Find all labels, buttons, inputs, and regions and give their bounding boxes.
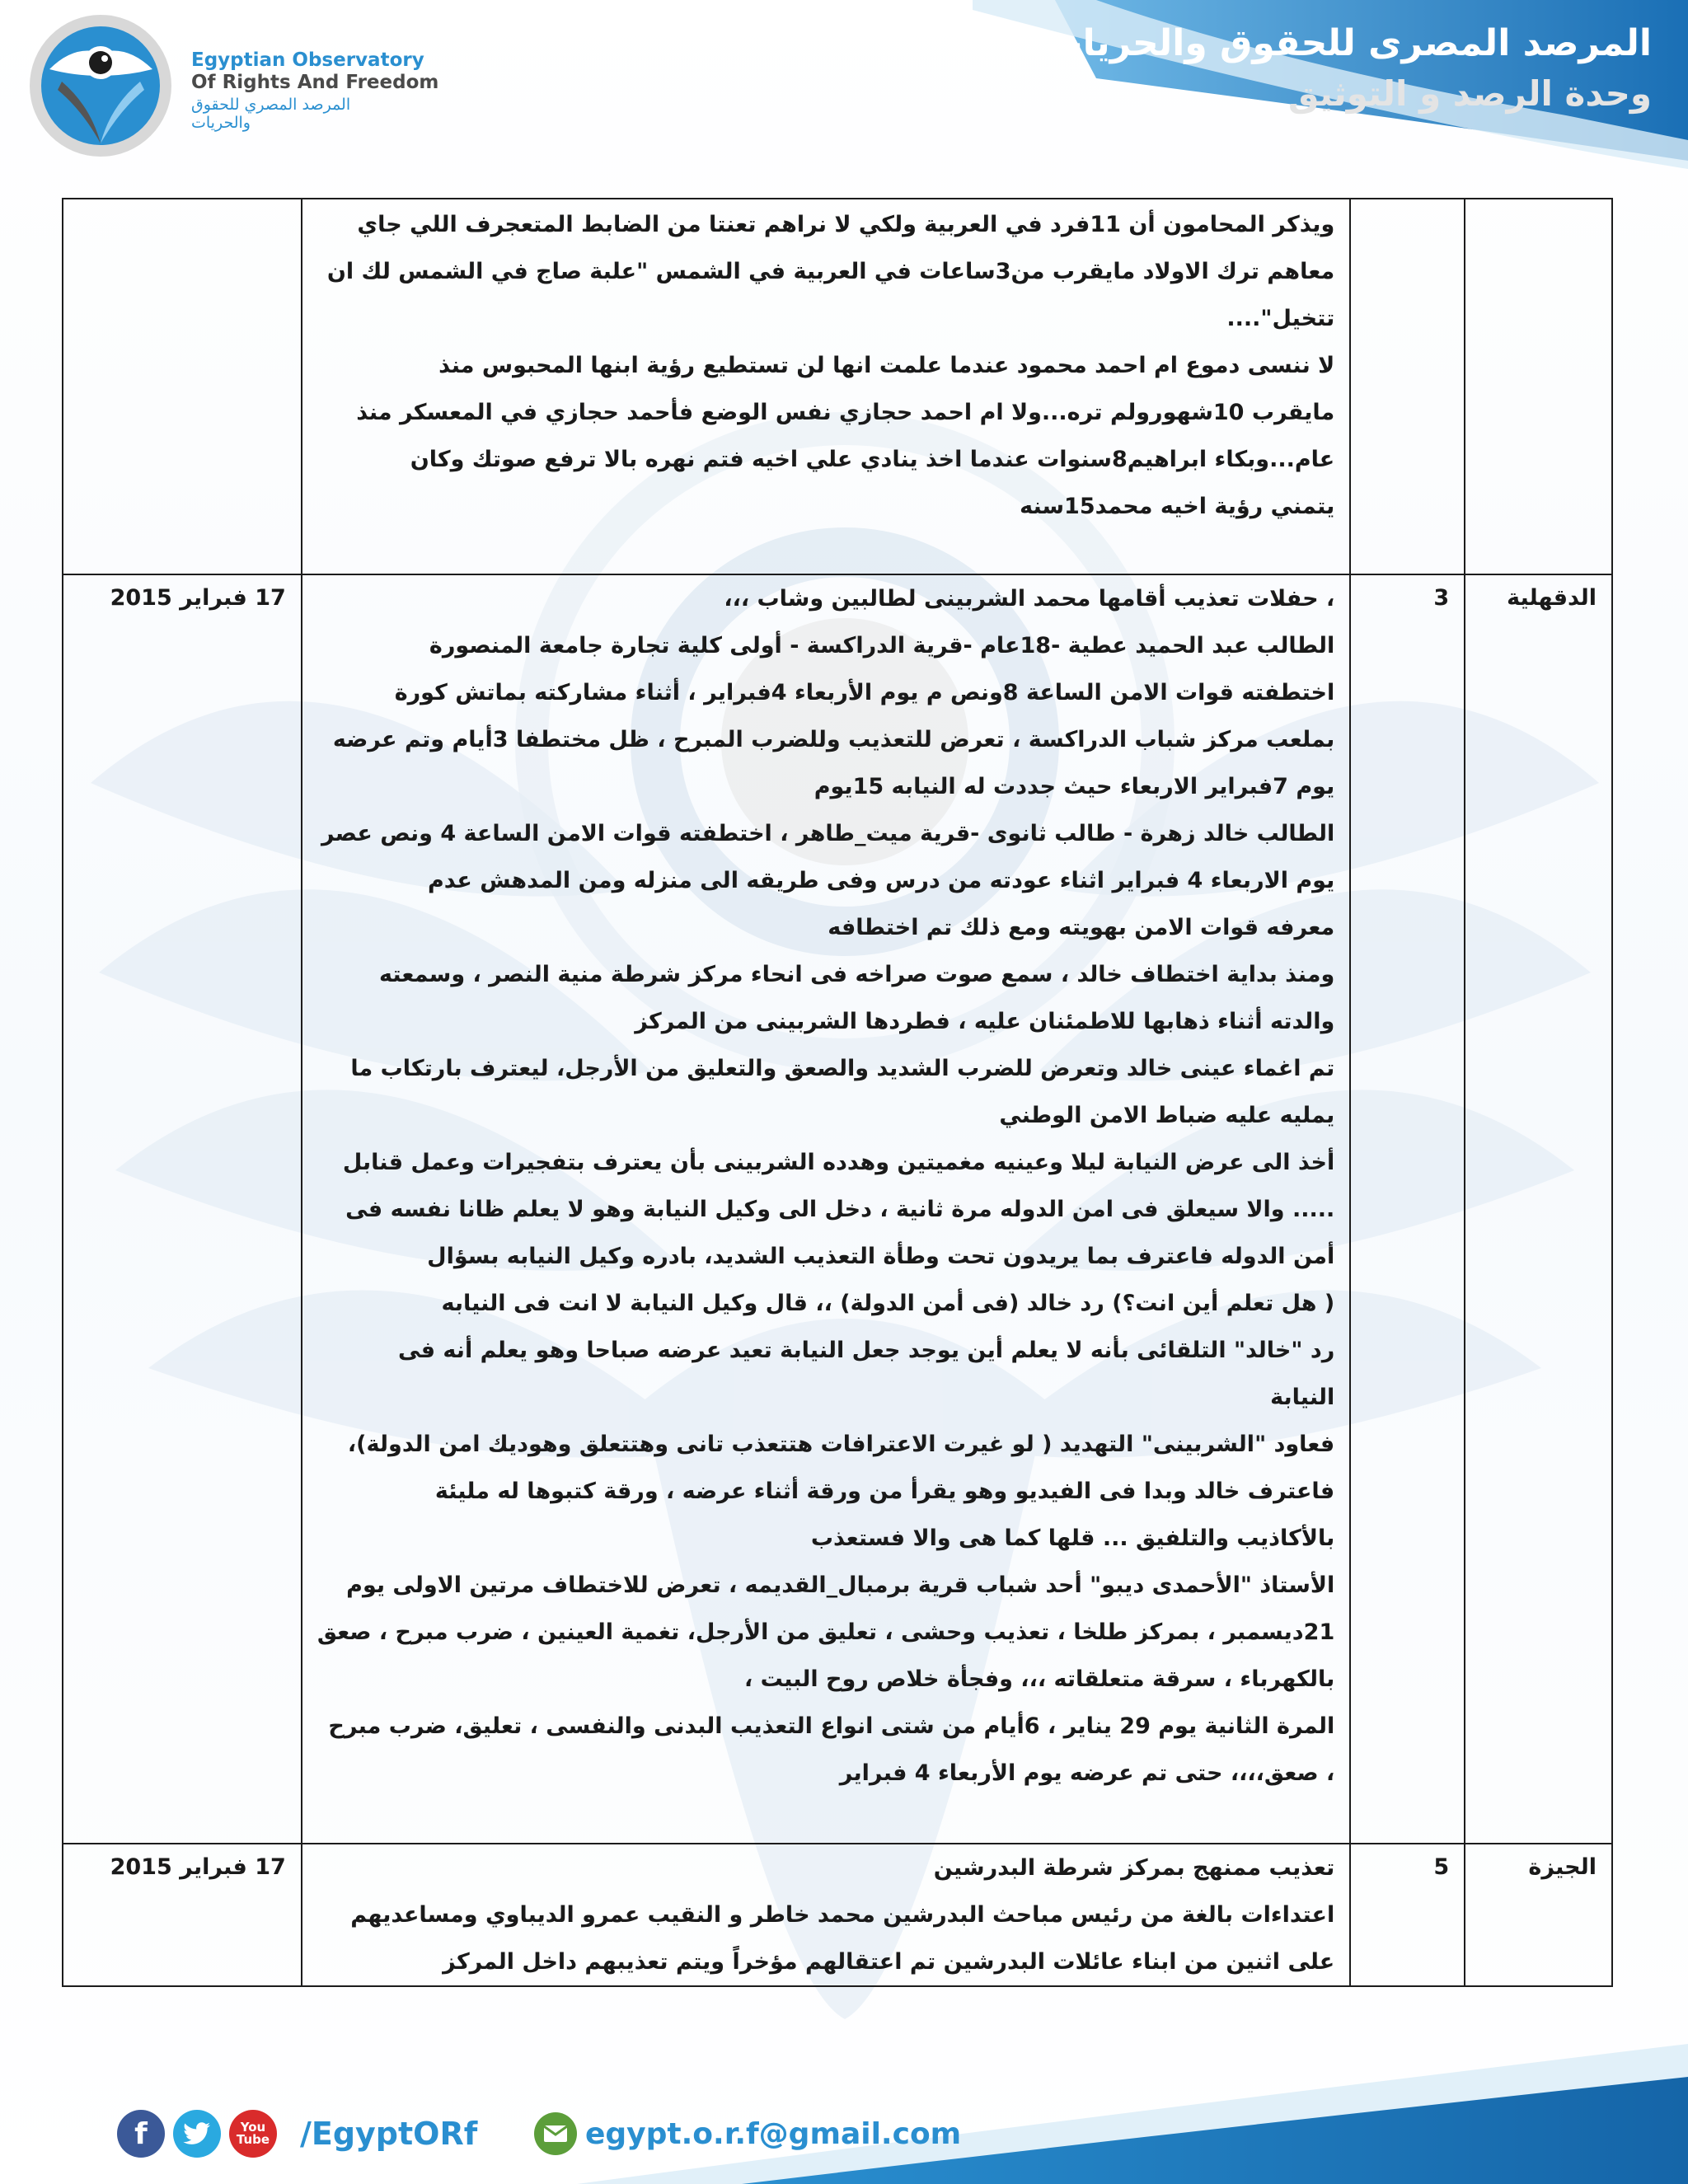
- detail-line: ..... والا سيعلق فى امن الدوله مرة ثانية ، دخل الى وكيل النيابة وهو لا يعلم ظانا نفسه فى: [345, 1197, 1335, 1222]
- details-cell: [302, 1844, 1350, 1986]
- detail-line: أخذ الى عرض النيابة ليلا وعينيه مغميتين وهدده الشربينى بأن يعترف بتفجيرات وعمل قنابل: [342, 1150, 1335, 1175]
- detail-line: يوم الاربعاء 4 فبراير اثناء عودته من درس وفى طريقه الى منزله ومن المدهش عدم: [427, 868, 1335, 893]
- detail-line: ، صعق،،،، حتى تم عرضه يوم الأربعاء 4 فبراير: [839, 1760, 1335, 1786]
- detail-line: اختطفته قوات الامن الساعة 8ونص م يوم الأربعاء 4فبراير ، أثناء مشاركته بماتش كورة: [394, 680, 1335, 705]
- detail-line: معرفه قوات الامن بهويته ومع ذلك تم اختطافه: [828, 915, 1335, 940]
- logo-text: [191, 49, 438, 132]
- detail-line: ومنذ بداية اختطاف خالد ، سمع صوت صراخه فى انحاء مركز شرطة منية النصر ، وسمعته: [379, 962, 1335, 987]
- detail-line: رد "خالد" التلقائى بأنه لا يعلم أين يوجد جعل النيابة تعيد عرضه صباحا وهو يعلم أنه فى: [398, 1338, 1335, 1363]
- detail-line: عام...وبكاء ابراهيم8سنوات عندما اخذ ينادي علي اخيه فتم نهره بالا ترفع صوتك وكان: [410, 447, 1335, 472]
- number-cell: 5: [1350, 1844, 1465, 1986]
- table-row: [63, 199, 1612, 574]
- violations-table: [62, 198, 1613, 1987]
- page-header: [0, 0, 1688, 190]
- details-cell: [302, 574, 1350, 1844]
- detail-line: النيابة: [1270, 1385, 1335, 1410]
- detail-line: بالأكاذيب والتلفيق ... قلها كما هى والا فستعذب: [810, 1526, 1335, 1551]
- youtube-label-top: You: [240, 2120, 266, 2135]
- number-cell: 3: [1350, 574, 1465, 1844]
- detail-line: فعاود "الشربينى" التهديد ( لو غيرت الاعترافات هتتعذب تانى وهتتعلق وهوديك امن الدولة)،: [347, 1432, 1335, 1457]
- logo-english-line2: Of Rights And Freedom: [191, 72, 439, 93]
- email-address[interactable]: egypt.o.r.f@gmail.com: [585, 2116, 962, 2151]
- governorate-cell: الجيزة: [1465, 1844, 1612, 1986]
- number-cell: [1350, 199, 1465, 574]
- detail-line: تعذيب ممنهج بمركز شرطة البدرشين: [933, 1855, 1335, 1881]
- contact-email: [534, 2112, 961, 2155]
- detail-line: يوم 7فبراير الاربعاء حيث جددت له النيابه 15يوم: [814, 774, 1335, 799]
- organization-logo: [25, 12, 177, 160]
- detail-line: الطالب عبد الحميد عطية -18عام -قرية الدراكسة - أولى كلية تجارة جامعة المنصورة: [429, 633, 1335, 658]
- detail-line: والدته أثناء ذهابها للاطمئنان عليه ، فطردها الشربينى من المركز: [635, 1009, 1335, 1034]
- detail-line: على اثنين من ابناء عائلات البدرشين تم اعتقالهم مؤخراً ويتم تعذيبهم داخل المركز: [443, 1949, 1335, 1975]
- email-icon: [534, 2112, 577, 2155]
- detail-line: معاهم ترك الاولاد مايقرب من3ساعات في العربية في الشمس "علبة صاج في الشمس لك ان: [326, 259, 1335, 284]
- organization-title: المرصد المصرى للحقوق والحريات: [1046, 22, 1652, 64]
- logo-arabic-name: المرصد المصري للحقوق والحريات: [191, 96, 351, 132]
- table-row: [63, 574, 1612, 1844]
- governorate-cell: الدقهلية: [1465, 574, 1612, 1844]
- twitter-icon[interactable]: [173, 2110, 221, 2158]
- facebook-icon[interactable]: f: [117, 2110, 165, 2158]
- detail-line: يمليه عليه ضباط الامن الوطني: [999, 1103, 1335, 1128]
- unit-title: وحدة الرصد و التوثيق: [1288, 73, 1652, 114]
- detail-line: تم اغماء عينى خالد وتعرض للضرب الشديد والصعق والتعليق من الأرجل، ليعترف بارتكاب ما: [350, 1056, 1335, 1081]
- youtube-icon[interactable]: [229, 2110, 277, 2158]
- detail-line: تتخيل"....: [1226, 306, 1335, 331]
- organization-title-block: [1046, 18, 1652, 119]
- date-cell: 17 فبراير 2015: [63, 1844, 302, 1986]
- date-cell: 17 فبراير 2015: [63, 574, 302, 1844]
- detail-line: بملعب مركز شباب الدراكسة ، تعرض للتعذيب وللضرب المبرح ، ظل مختطفا 3أيام وتم عرضه: [332, 727, 1335, 752]
- detail-line: المرة الثانية يوم 29 يناير ، 6أيام من شتى انواع التعذيب البدنى والنفسى ، تعليق، ضرب مبرح: [328, 1713, 1335, 1739]
- detail-line: الطالب خالد زهرة - طالب ثانوى -قرية ميت_طاهر ، اختطفته قوات الامن الساعة 4 ونص عصر: [321, 821, 1335, 846]
- youtube-label-bottom: Tube: [236, 2132, 270, 2147]
- detail-line: الأستاذ "الأحمدى ديبو" أحد شباب قرية برمبال_القديمه ، تعرض للاختطاف مرتين الاولى يوم: [346, 1572, 1335, 1598]
- detail-line: بالكهرباء ، سرقة متعلقاته ،،، وفجأة خلاص روح البيت ،: [743, 1666, 1335, 1692]
- detail-line: ( هل تعلم أين انت؟) رد خالد (فى أمن الدولة) ،، قال وكيل النيابة لا انت فى النيابه: [441, 1291, 1335, 1316]
- detail-line: ، حفلات تعذيب أقامها محمد الشربينى لطالبين وشاب ،،،: [724, 586, 1335, 612]
- social-links: [117, 2110, 477, 2158]
- table-row: [63, 1844, 1612, 1986]
- detail-line: اعتداءات بالغة من رئيس مباحث البدرشين محمد خاطر و النقيب عمرو الديباوي ومساعديهم: [350, 1902, 1335, 1928]
- detail-line: مايقرب 10شهورولم تره...ولا ام احمد حجازي نفس الوضع فأحمد حجازي في المعسكر منذ: [356, 400, 1335, 425]
- logo-english-line1: Egyptian Observatory: [191, 49, 424, 71]
- detail-line: يتمني رؤية اخيه محمد15سنه: [1020, 494, 1335, 519]
- date-cell: [63, 199, 302, 574]
- social-handle[interactable]: /EgyptORf: [300, 2116, 478, 2152]
- details-cell: [302, 199, 1350, 574]
- governorate-cell: [1465, 199, 1612, 574]
- detail-line: لا ننسى دموع ام احمد محمود عندما علمت انها لن تستطيع رؤية ابنها المحبوس منذ: [438, 353, 1335, 378]
- detail-line: فاعترف خالد وبدا فى الفيديو وهو يقرأ من ورقة أثناء عرضه ، ورقة كتبوها له مليئة: [434, 1479, 1335, 1504]
- detail-line: ويذكر المحامون أن 11فرد في العربية ولكي لا نراهم تعنتا من الضابط المتعجرف اللي جاي: [357, 212, 1335, 237]
- detail-line: 21ديسمبر ، بمركز طلخا ، تعذيب وحشى ، تعليق من الأرجل، تغمية العينين ، ضرب مبرح ، صعق: [316, 1619, 1335, 1645]
- detail-line: أمن الدوله فاعترف بما يريدون تحت وطأة التعذيب الشديد، بادره وكيل النيابه بسؤال: [427, 1244, 1335, 1269]
